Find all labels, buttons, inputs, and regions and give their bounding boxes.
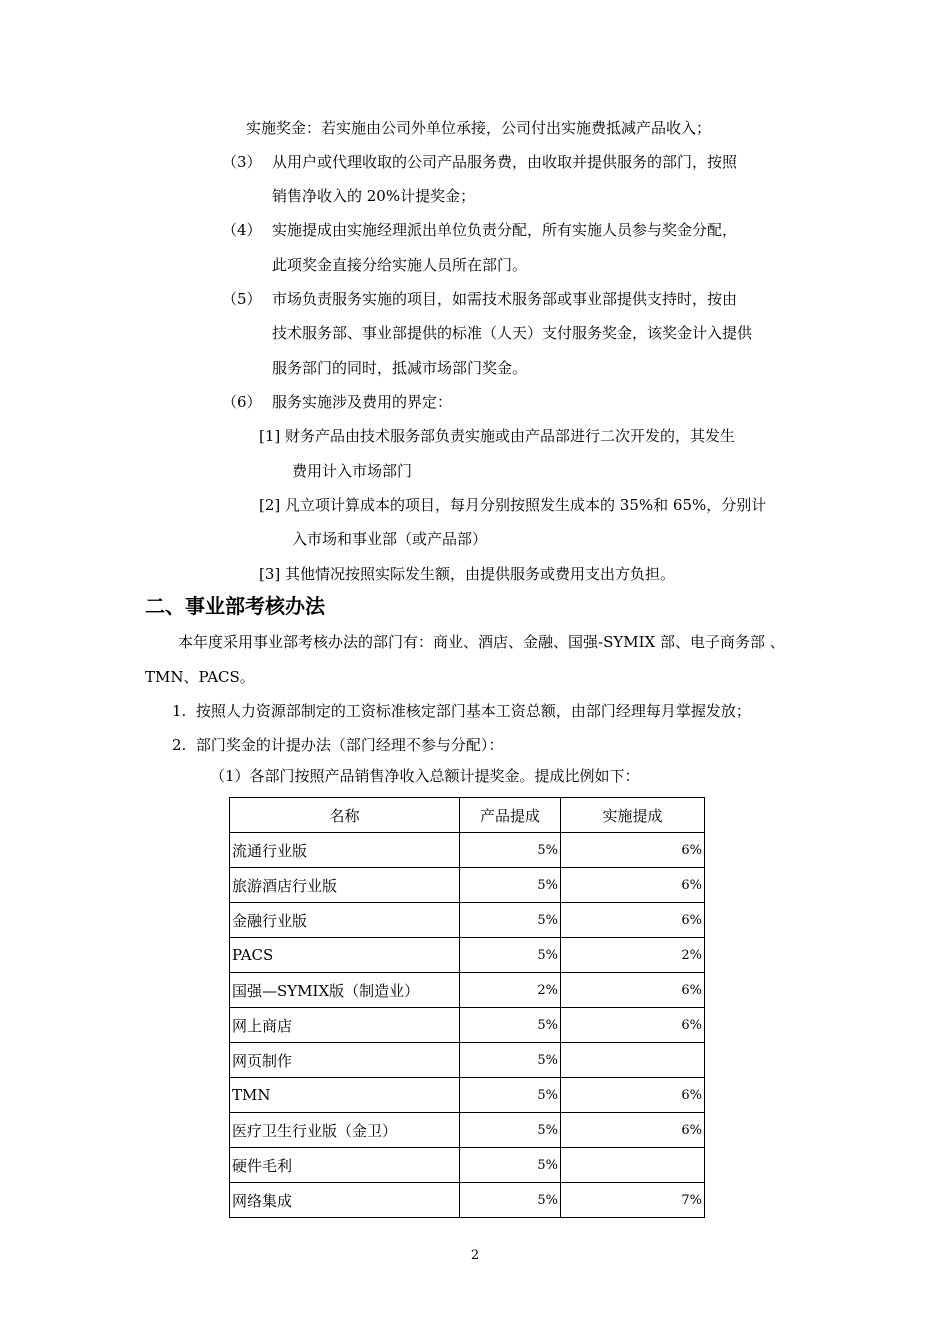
cell-implementation-rate: 6% [561, 1078, 705, 1113]
subitem-3-line-1: [3] 其他情况按照实际发生额，由提供服务或费用支出方负担。 [259, 565, 676, 583]
item-5-line-2: 技术服务部、事业部提供的标准（人天）支付服务奖金，该奖金计入提供 [272, 324, 753, 342]
cell-implementation-rate: 6% [561, 868, 705, 903]
cell-product-rate: 5% [460, 833, 561, 868]
table-header-row [230, 798, 705, 833]
header-product-rate: 产品提成 [460, 798, 561, 833]
section-intro-line-1: 本年度采用事业部考核办法的部门有：商业、酒店、金融、国强-SYMIX 部、电子商务部 、 [178, 633, 785, 651]
table-row [230, 1078, 705, 1113]
item-number-3: （3） [222, 153, 262, 171]
cell-name: 国强—SYMIX版（制造业） [230, 973, 460, 1008]
item-6-line-1: 服务实施涉及费用的界定： [272, 393, 453, 411]
cell-product-rate: 5% [460, 1043, 561, 1078]
cell-implementation-rate: 6% [561, 973, 705, 1008]
table-row [230, 1113, 705, 1148]
header-name: 名称 [230, 798, 460, 833]
table-row [230, 1008, 705, 1043]
item-3-line-1: 从用户或代理收取的公司产品服务费，由收取并提供服务的部门，按照 [272, 153, 738, 171]
subitem-1-line-1: [1] 财务产品由技术服务部负责实施或由产品部进行二次开发的，其发生 [259, 427, 736, 445]
cell-name: 流通行业版 [230, 833, 460, 868]
cell-name: 网上商店 [230, 1008, 460, 1043]
cell-product-rate: 5% [460, 1008, 561, 1043]
cell-implementation-rate: 6% [561, 833, 705, 868]
cell-product-rate: 5% [460, 1078, 561, 1113]
cell-product-rate: 5% [460, 868, 561, 903]
cell-product-rate: 5% [460, 1183, 561, 1218]
table-row [230, 833, 705, 868]
table-row [230, 868, 705, 903]
sub-item-1: （1）各部门按照产品销售净收入总额计提奖金。提成比例如下： [210, 767, 640, 785]
cell-product-rate: 5% [460, 1148, 561, 1183]
item-4-line-2: 此项奖金直接分给实施人员所在部门。 [272, 256, 528, 274]
cell-implementation-rate [561, 1043, 705, 1078]
list-item-2: 2. 部门奖金的计提办法（部门经理不参与分配）： [172, 736, 504, 754]
cell-implementation-rate: 6% [561, 1008, 705, 1043]
list-item-1: 1. 按照人力资源部制定的工资标准核定部门基本工资总额，由部门经理每月掌握发放； [172, 702, 751, 720]
cell-product-rate: 5% [460, 903, 561, 938]
cell-implementation-rate [561, 1148, 705, 1183]
cell-implementation-rate: 6% [561, 903, 705, 938]
item-number-6: （6） [222, 393, 262, 411]
cell-implementation-rate: 6% [561, 1113, 705, 1148]
table-row [230, 1148, 705, 1183]
cell-name: 网络集成 [230, 1183, 460, 1218]
cell-name: 硬件毛利 [230, 1148, 460, 1183]
cell-name: PACS [230, 938, 460, 973]
cell-name: 网页制作 [230, 1043, 460, 1078]
cell-name: 金融行业版 [230, 903, 460, 938]
cell-product-rate: 5% [460, 938, 561, 973]
cell-implementation-rate: 2% [561, 938, 705, 973]
item-5-line-1: 市场负责服务实施的项目，如需技术服务部或事业部提供支持时，按由 [272, 290, 738, 308]
subitem-1-line-2: 费用计入市场部门 [292, 462, 413, 480]
item-5-line-3: 服务部门的同时，抵减市场部门奖金。 [272, 359, 528, 377]
cell-name: 旅游酒店行业版 [230, 868, 460, 903]
item-number-5: （5） [222, 290, 262, 308]
table-row [230, 1043, 705, 1078]
item-number-4: （4） [222, 221, 262, 239]
item-4-line-1: 实施提成由实施经理派出单位负责分配，所有实施人员参与奖金分配， [272, 221, 738, 239]
bonus-rate-table [229, 797, 705, 1218]
section-heading: 二、事业部考核办法 [145, 594, 325, 618]
table-row [230, 903, 705, 938]
header-implementation-rate: 实施提成 [561, 798, 705, 833]
table-row [230, 938, 705, 973]
paragraph-implementation-bonus: 实施奖金：若实施由公司外单位承接，公司付出实施费抵减产品收入； [246, 119, 712, 137]
table-row [230, 973, 705, 1008]
cell-name: 医疗卫生行业版（金卫） [230, 1113, 460, 1148]
cell-name: TMN [230, 1078, 460, 1113]
subitem-2-line-2: 入市场和事业部（或产品部） [292, 530, 488, 548]
cell-product-rate: 5% [460, 1113, 561, 1148]
subitem-2-line-1: [2] 凡立项计算成本的项目，每月分别按照发生成本的 35%和 65%，分别计 [259, 496, 767, 514]
table-row [230, 1183, 705, 1218]
page-number: 2 [470, 1248, 480, 1263]
cell-implementation-rate: 7% [561, 1183, 705, 1218]
item-3-line-2: 销售净收入的 20%计提奖金； [272, 187, 476, 205]
cell-product-rate: 2% [460, 973, 561, 1008]
section-intro-line-2: TMN、PACS。 [145, 668, 255, 686]
